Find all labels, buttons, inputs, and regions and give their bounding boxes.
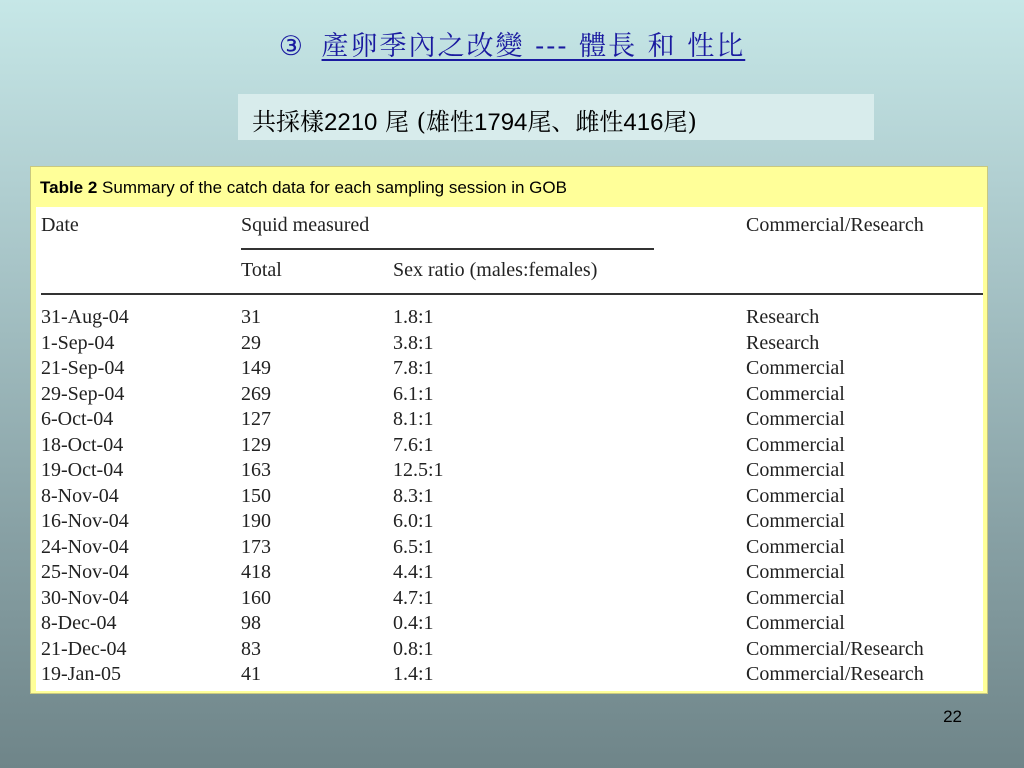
table-row-date: 30-Nov-04 [41, 586, 129, 609]
summary-unit: 尾 ( [377, 108, 427, 136]
header-subrule [241, 248, 654, 250]
table-row-type: Commercial [746, 459, 845, 481]
title-text: 產卵季內之改變 --- 體長 和 性比 [321, 31, 746, 62]
header-sex-ratio: Sex ratio (males:females) [393, 259, 598, 281]
table-row-type: Commercial [746, 408, 845, 430]
table-row-total: 129 [241, 433, 271, 456]
table-row-total: 98 [241, 612, 261, 634]
table-row-type: Commercial [746, 433, 845, 456]
title-number: ③ [278, 31, 305, 62]
table-row-total: 150 [241, 484, 271, 507]
table-row-ratio: 3.8:1 [393, 331, 434, 354]
summary-female: 416 [623, 109, 664, 136]
table-row-ratio: 4.4:1 [393, 561, 434, 583]
summary-suffix: 尾) [663, 108, 697, 136]
table-row-date: 25-Nov-04 [41, 561, 129, 583]
table-row-type: Commercial/Research [746, 663, 924, 685]
table-row-total: 41 [241, 663, 261, 685]
table-row-type: Commercial [746, 484, 845, 507]
table-row-ratio: 12.5:1 [393, 459, 444, 481]
header-commercial-research: Commercial/Research [746, 214, 924, 236]
table-row-date: 21-Sep-04 [41, 357, 125, 379]
table-row-type: Commercial [746, 586, 845, 609]
sample-summary [238, 94, 874, 140]
table-row-ratio: 1.8:1 [393, 306, 434, 328]
table-row-date: 29-Sep-04 [41, 382, 125, 405]
data-table [36, 207, 983, 691]
table-row-total: 418 [241, 561, 271, 583]
table-row-ratio: 4.7:1 [393, 586, 434, 609]
header-date: Date [41, 214, 79, 236]
table-row-type: Commercial [746, 535, 845, 558]
table-row-ratio: 8.1:1 [393, 408, 434, 430]
table-row-type: Commercial/Research [746, 637, 924, 660]
summary-prefix: 共採樣 [252, 108, 324, 136]
summary-sep: 尾、雌性 [527, 108, 624, 136]
table-row-total: 190 [241, 510, 271, 532]
header-rule [41, 293, 983, 295]
table-row-total: 149 [241, 357, 271, 379]
table-row-type: Commercial [746, 561, 845, 583]
table-row-type: Commercial [746, 382, 845, 405]
table-row-total: 163 [241, 459, 271, 481]
table-row-total: 31 [241, 306, 261, 328]
table-row-ratio: 7.6:1 [393, 433, 434, 456]
table-row-date: 1-Sep-04 [41, 331, 115, 354]
table-row-ratio: 0.4:1 [393, 612, 434, 634]
table-panel [30, 166, 988, 694]
table-row-total: 173 [241, 535, 271, 558]
header-total: Total [241, 259, 282, 281]
header-squid-measured: Squid measured [241, 214, 370, 236]
table-row-ratio: 0.8:1 [393, 637, 434, 660]
table-row-type: Research [746, 306, 820, 328]
table-row-total: 127 [241, 408, 271, 430]
table-row-type: Commercial [746, 357, 845, 379]
table-caption [40, 178, 567, 198]
table-row-date: 8-Nov-04 [41, 484, 119, 507]
summary-male: 1794 [474, 109, 528, 136]
table-row-ratio: 6.0:1 [393, 510, 434, 532]
table-row-total: 83 [241, 637, 261, 660]
table-row-date: 8-Dec-04 [41, 612, 117, 634]
table-row-total: 269 [241, 382, 271, 405]
table-row-type: Research [746, 331, 820, 354]
summary-total: 2210 [324, 109, 378, 136]
table-row-date: 24-Nov-04 [41, 535, 129, 558]
caption-text: Summary of the catch data for each sampling session in GOB [97, 178, 567, 197]
table-row-ratio: 7.8:1 [393, 357, 434, 379]
table-row-total: 160 [241, 586, 271, 609]
page-number: 22 [943, 707, 962, 726]
table-row-ratio: 8.3:1 [393, 484, 434, 507]
slide-title [0, 24, 1024, 63]
table-row-date: 6-Oct-04 [41, 408, 114, 430]
table-row-type: Commercial [746, 612, 845, 634]
table-row-date: 19-Oct-04 [41, 459, 124, 481]
table-row-ratio: 1.4:1 [393, 663, 434, 685]
table-row-date: 21-Dec-04 [41, 637, 127, 660]
table-row-total: 29 [241, 331, 261, 354]
table-row-ratio: 6.5:1 [393, 535, 434, 558]
table-row-type: Commercial [746, 510, 845, 532]
summary-male-label: 雄性 [426, 108, 475, 136]
table-row-date: 18-Oct-04 [41, 433, 124, 456]
table-row-date: 31-Aug-04 [41, 306, 129, 328]
table-row-ratio: 6.1:1 [393, 382, 434, 405]
table-row-date: 19-Jan-05 [41, 663, 121, 685]
table-row-date: 16-Nov-04 [41, 510, 129, 532]
caption-label: Table 2 [40, 178, 98, 197]
